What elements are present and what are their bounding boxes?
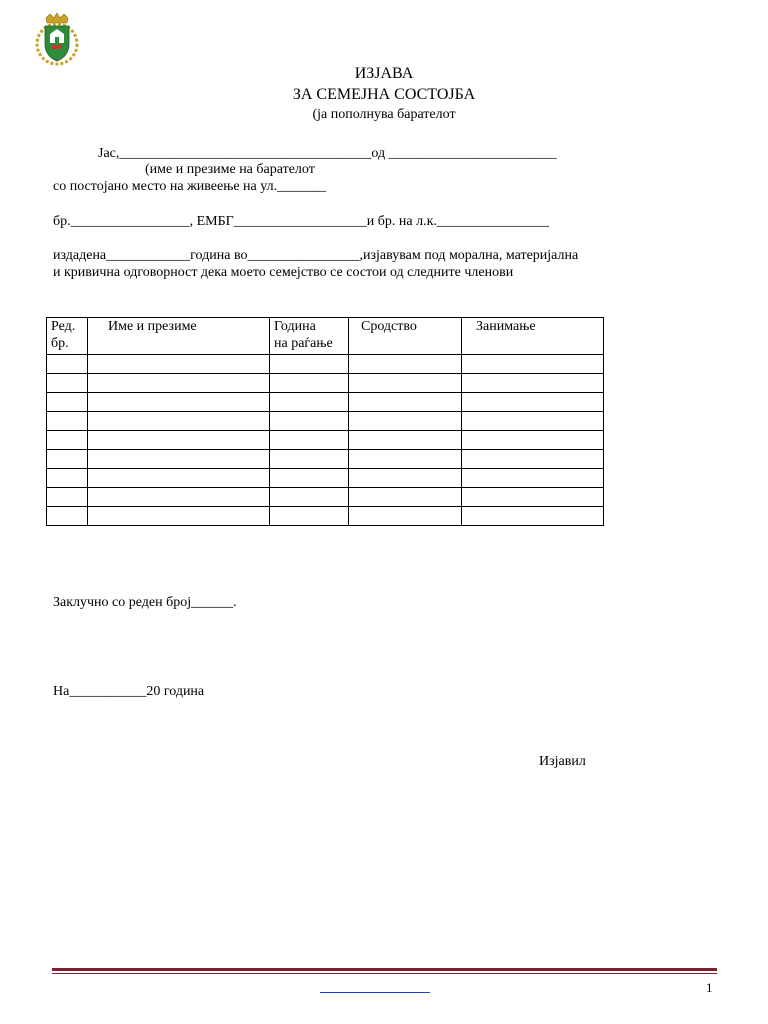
table-cell[interactable] <box>270 450 349 469</box>
table-cell[interactable] <box>462 393 604 412</box>
col-header-name: Име и презиме <box>88 318 270 355</box>
col-header-birth-year: Година на раѓање <box>270 318 349 355</box>
table-cell[interactable] <box>270 488 349 507</box>
page-number: 1 <box>706 980 713 995</box>
table-cell[interactable] <box>47 393 88 412</box>
table-header-row <box>47 318 604 355</box>
table-cell[interactable] <box>47 374 88 393</box>
table-row <box>47 507 604 526</box>
table-cell[interactable] <box>270 507 349 526</box>
id-numbers-line: бр._________________, ЕМБГ___________________и бр. на л.к.________________ <box>53 214 549 229</box>
table-cell[interactable] <box>349 469 462 488</box>
table-cell[interactable] <box>462 412 604 431</box>
table-cell[interactable] <box>88 469 270 488</box>
declarant-name-line: Јас,____________________________________од ________________________ <box>98 146 557 161</box>
table-row <box>47 488 604 507</box>
table-cell[interactable] <box>349 507 462 526</box>
fill-instruction-note: (ја пополнува барателот <box>312 107 456 122</box>
table-cell[interactable] <box>270 469 349 488</box>
col-header-occupation: Занимање <box>462 318 604 355</box>
table-cell[interactable] <box>270 393 349 412</box>
table-cell[interactable] <box>462 469 604 488</box>
table-cell[interactable] <box>270 431 349 450</box>
declarant-signature-label: Изјавил <box>539 754 586 769</box>
table-row <box>47 412 604 431</box>
table-cell[interactable] <box>270 412 349 431</box>
table-cell[interactable] <box>349 355 462 374</box>
date-line: На___________20 година <box>53 684 205 699</box>
table-cell[interactable] <box>47 507 88 526</box>
table-cell[interactable] <box>88 374 270 393</box>
table-cell[interactable] <box>88 450 270 469</box>
table-cell[interactable] <box>88 412 270 431</box>
table-cell[interactable] <box>349 412 462 431</box>
table-cell[interactable] <box>462 374 604 393</box>
table-cell[interactable] <box>47 469 88 488</box>
col-header-number: Ред. бр. <box>47 318 88 355</box>
table-cell[interactable] <box>462 488 604 507</box>
table-cell[interactable] <box>88 393 270 412</box>
table-cell[interactable] <box>349 431 462 450</box>
address-line: со постојано место на живеење на ул._______ <box>53 179 327 194</box>
table-cell[interactable] <box>349 488 462 507</box>
table-cell[interactable] <box>462 450 604 469</box>
table-cell[interactable] <box>47 412 88 431</box>
name-hint: (име и презиме на барателот <box>145 162 315 177</box>
table-body <box>47 355 604 526</box>
municipality-coat-of-arms-logo <box>34 12 80 66</box>
table-cell[interactable] <box>462 431 604 450</box>
footer-link[interactable] <box>320 978 430 993</box>
footer-rule-thin <box>52 973 717 974</box>
table-cell[interactable] <box>349 450 462 469</box>
table-cell[interactable] <box>349 374 462 393</box>
table-cell[interactable] <box>88 431 270 450</box>
table-cell[interactable] <box>349 393 462 412</box>
table-row <box>47 374 604 393</box>
table-row <box>47 355 604 374</box>
table-cell[interactable] <box>88 488 270 507</box>
table-row <box>47 469 604 488</box>
document-title: ИЗЈАВА <box>354 65 414 82</box>
footer-rule-thick <box>52 968 717 971</box>
table-row <box>47 393 604 412</box>
table-cell[interactable] <box>462 355 604 374</box>
table-cell[interactable] <box>47 355 88 374</box>
document-subtitle: ЗА СЕМЕЈНА СОСТОЈБА <box>292 86 476 103</box>
table-row <box>47 431 604 450</box>
col-header-relation: Сродство <box>349 318 462 355</box>
table-cell[interactable] <box>88 507 270 526</box>
declaration-line: и кривична одговорност дека моето семејство се состои од следните членови <box>53 265 514 280</box>
issued-line: издадена____________година во________________,изјавувам под морална, материјална <box>53 248 579 263</box>
concluded-line: Заклучно со реден број______. <box>53 595 237 610</box>
table-cell[interactable] <box>88 355 270 374</box>
table-row <box>47 450 604 469</box>
table-cell[interactable] <box>270 374 349 393</box>
table-cell[interactable] <box>270 355 349 374</box>
table-cell[interactable] <box>47 488 88 507</box>
table-cell[interactable] <box>47 431 88 450</box>
table-cell[interactable] <box>462 507 604 526</box>
table-cell[interactable] <box>47 450 88 469</box>
family-members-table <box>46 317 604 526</box>
